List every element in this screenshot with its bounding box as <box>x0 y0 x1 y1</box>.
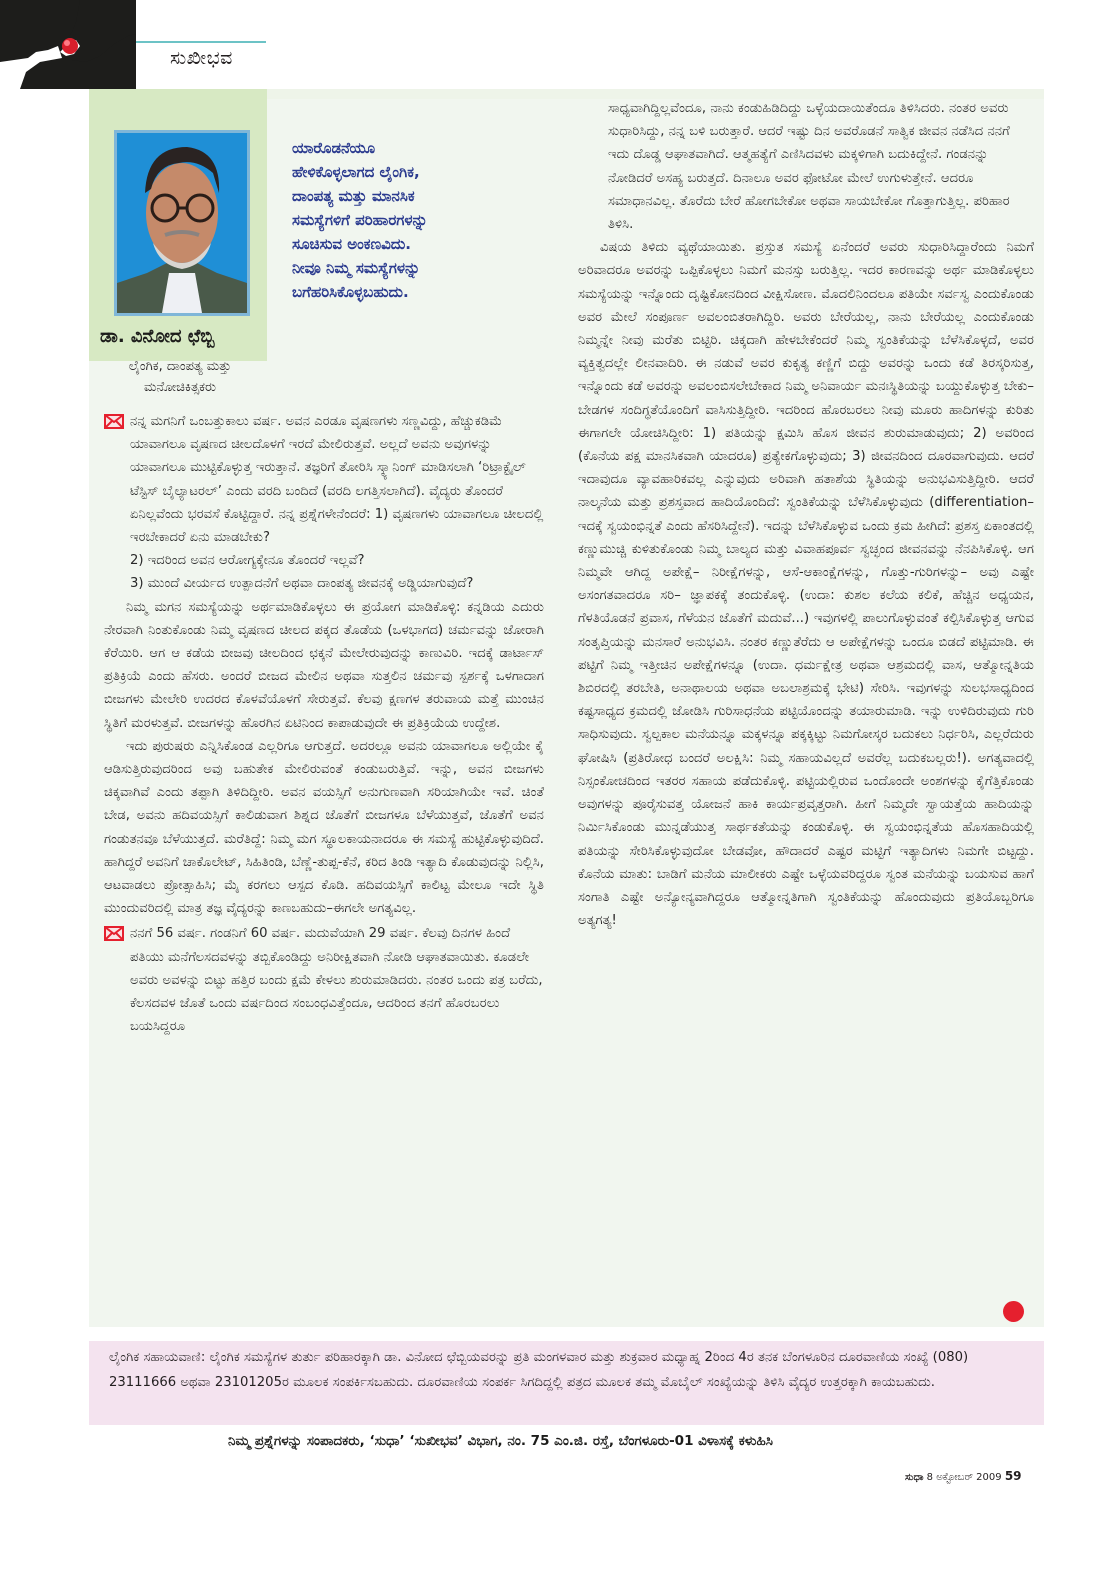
author-photo <box>114 130 250 316</box>
question-2 <box>104 922 544 1038</box>
author-name: ಡಾ. ವಿನೋದ ಛೆಬ್ಬಿ <box>100 326 215 347</box>
right-column <box>578 97 1034 932</box>
end-of-article-dot <box>1003 1301 1024 1322</box>
question-2-continued: ಸಾಧ್ಯವಾಗಿದ್ದಿಲ್ಲವೆಂದೂ, ನಾನು ಕಂಡುಹಿಡಿದಿದ್ದು ಒಳ್ಳೆಯದಾಯಿತೆಂದೂ ತಿಳಿಸಿದರು. ನಂತರ ಅವರು ಸುಧಾರಿಸಿದ್ದು, ನನ್ನ ಬಳಿ ಬರುತ್ತಾರೆ. ಆದರೆ ಇಷ್ಟು ದಿನ ಅವರೊಡನೆ ಸಾತ್ವಿಕ ಜೀವನ ನಡೆಸಿದ ನನಗೆ ಇದು ದೊಡ್ಡ ಆಘಾತವಾಗಿದೆ. ಆತ್ಮಹತ್ಯೆಗೆ ಎಣಿಸಿದವಳು ಮಕ್ಕಳಿಗಾಗಿ ಬದುಕಿದ್ದೇನೆ. ಗಂಡನನ್ನು ನೋಡಿದರೆ ಅಸಹ್ಯ ಬರುತ್ತದೆ. ದಿನಾಲೂ ಅವರ ಫೋಟೋ ಮೇಲೆ ಉಗುಳುತ್ತೇನೆ. ಆದರೂ ಸಮಾಧಾನವಿಲ್ಲ. ತೊರೆದು ಬೇರೆ ಹೋಗಬೇಕೋ ಅಥವಾ ಸಾಯಬೇಕೋ ಗೊತ್ತಾಗುತ್ತಿಲ್ಲ. ಪರಿಹಾರ ತಿಳಿಸಿ. <box>608 101 1010 233</box>
issue-date: 8 ಅಕ್ಟೋಬರ್ 2009 <box>926 1472 1002 1483</box>
kiss-silhouette-rose-icon <box>0 0 136 89</box>
author-role-line: ಲೈಂಗಿಕ, ದಾಂಪತ್ಯ ಮತ್ತು <box>128 359 232 374</box>
intro-line: ನೀವೂ ನಿಮ್ಮ ಸಮಸ್ಯೆಗಳನ್ನು <box>292 259 421 277</box>
header-rule <box>136 41 266 43</box>
intro-line: ಬಗೆಹರಿಸಿಕೊಳ್ಳಬಹುದು. <box>292 283 409 301</box>
answer-1-paragraph: ನಿಮ್ಮ ಮಗನ ಸಮಸ್ಯೆಯನ್ನು ಅರ್ಥಮಾಡಿಕೊಳ್ಳಲು ಈ ಪ್ರಯೋಗ ಮಾಡಿಕೊಳ್ಳಿ: ಕನ್ನಡಿಯ ಎದುರು ನೇರವಾಗಿ ನಿಂತುಕೊಂಡು ನಿಮ್ಮ ವೃಷಣದ ಚೀಲದ ಪಕ್ಕದ ತೊಡೆಯ (ಒಳಭಾಗದ) ಚರ್ಮವನ್ನು ಜೋರಾಗಿ ಕೆರೆಯಿರಿ. ಆಗ ಆ ಕಡೆಯ ಬೀಜವು ಚೀಲದಿಂದ ಛಕ್ಕನೆ ಮೇಲೇರುವುದನ್ನು ಕಾಣುವಿರಿ. ಇದಕ್ಕೆ ಡಾರ್ಟಾಸ್ ಪ್ರತಿಕ್ರಿಯೆ ಎಂದು ಹೆಸರು. ಅಂದರೆ ಬೀಜದ ಮೇಲಿನ ಅಥವಾ ಸುತ್ತಲಿನ ಚರ್ಮವು ಸ್ಪರ್ಶಕ್ಕೆ ಒಳಗಾದಾಗ ಬೀಜಗಳು ಮೇಲೇರಿ ಉದರದ ಕೊಳವೆಯೊಳಗೆ ಸೇರುತ್ತವೆ. ಕೆಲವು ಕ್ಷಣಗಳ ತರುವಾಯ ಮತ್ತೆ ಮುಂಚಿನ ಸ್ಥಿತಿಗೆ ಮರಳುತ್ತವೆ. ಬೀಜಗಳನ್ನು ಹೊರಗಿನ ಏಟಿನಿಂದ ಕಾಪಾಡುವುದೇ ಈ ಪ್ರತಿಕ್ರಿಯೆಯ ಉದ್ದೇಶ. <box>104 599 544 731</box>
question-text: ನನಗೆ 56 ವರ್ಷ. ಗಂಡನಿಗೆ 60 ವರ್ಷ. ಮದುವೆಯಾಗಿ 29 ವರ್ಷ. ಕೆಲವು ದಿನಗಳ ಹಿಂದೆ ಪತಿಯು ಮನೆಗೆಲಸದವಳನ್ನು ತಬ್ಬಿಕೊಂಡಿದ್ದು ಅನಿರೀಕ್ಷಿತವಾಗಿ ನೋಡಿ ಆಘಾತವಾಯಿತು. ಕೂಡಲೇ ಅವರು ಅವಳನ್ನು ಬಿಟ್ಟು ಹತ್ತಿರ ಬಂದು ಕ್ಷಮೆ ಕೇಳಲು ಶುರುಮಾಡಿದರು. ನಂತರ ಒಂದು ಪತ್ರ ಬರೆದು, ಕೆಲಸದವಳ ಜೊತೆ ಒಂದು ವರ್ಷದಿಂದ ಸಂಬಂಧವಿತ್ತೆಂದೂ, ಆದರಿಂದ ತನಗೆ ಹೊರಬರಲು ಬಯಸಿದ್ದರೂ <box>130 926 543 1035</box>
question-1-item-3: 3) ಮುಂದೆ ವೀರ್ಯದ ಉತ್ಪಾದನೆಗೆ ಅಥವಾ ದಾಂಪತ್ಯ ಜೀವನಕ್ಕೆ ಅಡ್ಡಿಯಾಗುವುದೆ? <box>130 576 474 592</box>
answer-2-paragraph: ವಿಷಯ ತಿಳಿದು ವ್ಯಥೆಯಾಯಿತು. ಪ್ರಸ್ತುತ ಸಮಸ್ಯೆ ಏನೆಂದರೆ ಅವರು ಸುಧಾರಿಸಿದ್ದಾರೆಂದು ನಿಮಗೆ ಅರಿವಾದರೂ ಅವರನ್ನು ಒಪ್ಪಿಕೊಳ್ಳಲು ನಿಮಗೆ ಮನಸ್ಸು ಬರುತ್ತಿಲ್ಲ. ಇದರ ಕಾರಣವನ್ನು ಅರ್ಥ ಮಾಡಿಕೊಳ್ಳಲು ಸಮಸ್ಯೆಯನ್ನು ಇನ್ನೊಂದು ದೃಷ್ಟಿಕೋನದಿಂದ ವೀಕ್ಷಿಸೋಣ. ಮೊದಲಿನಿಂದಲೂ ಪತಿಯೇ ಸರ್ವಸ್ವ ಎಂದುಕೊಂಡು ಅವರ ಮೇಲೆ ಸಂಪೂರ್ಣ ಅವಲಂಬಿತರಾಗಿದ್ದಿರಿ. ಅವರು ಬೇರೆಯಲ್ಲ, ನಾನು ಬೇರೆಯಲ್ಲ ಎಂದುಕೊಂಡು ನಿಮ್ಮನ್ನೇ ನೀವು ಮರೆತು ಬಿಟ್ಟಿರಿ. ಚಿಕ್ಕದಾಗಿ ಹೇಳಬೇಕೆಂದರೆ ನಿಮ್ಮ ಸ್ವಂತಿಕೆಯನ್ನು ಬೆಳೆಸಿಕೊಳ್ಳದೆ, ಅವರ ವ್ಯಕ್ತಿತ್ವದಲ್ಲೇ ಲೀನವಾದಿರಿ. ಈ ನಡುವೆ ಅವರ ಕುಕೃತ್ಯ ಕಣ್ಣಿಗೆ ಬಿದ್ದು ಅವರನ್ನು ಒಂದು ಕಡೆ ತಿರಸ್ಕರಿಸುತ್ತ, ಇನ್ನೊಂದು ಕಡೆ ಅವರನ್ನು ಅವಲಂಬಿಸಲೇಬೇಕಾದ ನಿಮ್ಮ ಅನಿವಾರ್ಯ ಮನಃಸ್ಥಿತಿಯನ್ನು ಬಯ್ದುಕೊಳ್ಳುತ್ತ ಬೇಕು– ಬೇಡಗಳ ಸಂದಿಗ್ಧತೆಯೊಂದಿಗೆ ವಾಸಿಸುತ್ತಿದ್ದೀರಿ. ಇದರಿಂದ ಹೊರಬರಲು ನೀವು ಮೂರು ಹಾದಿಗಳನ್ನು ಕುರಿತು ಈಗಾಗಲೇ ಯೋಚಿಸಿದ್ದೀರಿ: 1) ಪತಿಯನ್ನು ಕ್ಷಮಿಸಿ ಹೊಸ ಜೀವನ ಶುರುಮಾಡುವುದು; 2) ಅವರಿಂದ (ಕೊನೆಯ ಪಕ್ಷ ಮಾನಸಿಕವಾಗಿ ಯಾದರೂ) ಪ್ರತ್ಯೇಕಗೊಳ್ಳುವುದು; 3) ಜೀವನದಿಂದ ದೂರವಾಗುವುದು. ಆದರೆ ಇದಾವುದೂ ವ್ಯಾವಹಾರಿಕವಲ್ಲ ಎನ್ನುವುದು ಅರಿವಾಗಿ ಹತಾಶೆಯ ಸ್ಥಿತಿಯನ್ನು ಅನುಭವಿಸುತ್ತಿದ್ದೀರಿ. ಆದರೆ ನಾಲ್ಕನೆಯ ಮತ್ತು ಪ್ರಶಸ್ತವಾದ ಹಾದಿಯೊಂದಿದೆ: ಸ್ವಂತಿಕೆಯನ್ನು ಬೆಳೆಸಿಕೊಳ್ಳುವುದು (differentiation–ಇದಕ್ಕೆ ಸ್ವಯಂಭಿನ್ನತೆ ಎಂದು ಹೆಸರಿಸಿದ್ದೇನೆ). ಇದನ್ನು ಬೆಳೆಸಿಕೊಳ್ಳುವ ಒಂದು ಕ್ರಮ ಹೀಗಿದೆ: ಪ್ರಶಸ್ತ ಏಕಾಂತದಲ್ಲಿ ಕಣ್ಣುಮುಚ್ಚಿ ಕುಳಿತುಕೊಂಡು ನಿಮ್ಮ ಬಾಲ್ಯದ ಮತ್ತು ವಿವಾಹಪೂರ್ವ ಸ್ವಚ್ಛಂದ ಜೀವನವನ್ನು ನೆನಪಿಸಿಕೊಳ್ಳಿ. ಆಗ ನಿಮ್ಮವೇ ಆಗಿದ್ದ ಅಪೇಕ್ಷೆ– ನಿರೀಕ್ಷೆಗಳನ್ನು, ಆಸೆ-ಆಕಾಂಕ್ಷೆಗಳನ್ನು, ಗೊತ್ತು-ಗುರಿಗಳನ್ನು– ಅವು ಎಷ್ಟೇ ಅಸಂಗತವಾದರೂ ಸರಿ– ಜ್ಞಾಪಕಕ್ಕೆ ತಂದುಕೊಳ್ಳಿ. (ಉದಾ: ಕುಶಲ ಕಲೆಯ ಕಲಿಕೆ, ಹೆಚ್ಚಿನ ಅಧ್ಯಯನ, ಗೆಳತಿಯೊಡನೆ ಪ್ರವಾಸ, ಗೆಳೆಯನ ಜೊತೆಗೆ ಮದುವೆ...) ಇವುಗಳಲ್ಲಿ ಪಾಲುಗೊಳ್ಳುವಂತೆ ಕಲ್ಪಿಸಿಕೊಳ್ಳುತ್ತ ಆಗುವ ಸಂತೃಪ್ತಿಯನ್ನು ಮನಸಾರೆ ಅನುಭವಿಸಿ. ನಂತರ ಕಣ್ಣುತೆರೆದು ಆ ಅಪೇಕ್ಷೆಗಳನ್ನು ಒಂದೂ ಬಿಡದೆ ಪಟ್ಟಿಮಾಡಿ. ಈ ಪಟ್ಟಿಗೆ ನಿಮ್ಮ ಇತ್ತೀಚಿನ ಅಪೇಕ್ಷೆಗಳನ್ನೂ (ಉದಾ. ಧರ್ಮಕ್ಷೇತ್ರ ಅಥವಾ ಆಶ್ರಮದಲ್ಲಿ ವಾಸ, ಆತ್ಮೋನ್ನತಿಯ ಶಿಬಿರದಲ್ಲಿ ತರಬೇತಿ, ಅನಾಥಾಲಯ ಅಥವಾ ಅಬಲಾಶ್ರಮಕ್ಕೆ ಭೇಟಿ) ಸೇರಿಸಿ. ಇವುಗಳನ್ನು ಸುಲಭಸಾಧ್ಯದಿಂದ ಕಷ್ಟಸಾಧ್ಯದ ಕ್ರಮದಲ್ಲಿ ಜೋಡಿಸಿ ಗುರಿಸಾಧನೆಯ ಪಟ್ಟಿಯೊಂದನ್ನು ತಯಾರುಮಾಡಿ. ಇನ್ನು ಉಳಿದಿರುವುದು ಗುರಿ ಸಾಧಿಸುವುದು. ಸ್ವಲ್ಪಕಾಲ ಮನೆಯನ್ನೂ ಮಕ್ಕಳನ್ನೂ ಪಕ್ಕಕ್ಕಿಟ್ಟು ನಿಮಗೋಸ್ಕರ ಬದುಕಲು ನಿರ್ಧರಿಸಿ, ಎಲ್ಲರೆದುರು ಘೋಷಿಸಿ (ಪ್ರತಿರೋಧ ಬಂದರೆ ಅಲಕ್ಷಿಸಿ: ನಿಮ್ಮ ಸಹಾಯವಿಲ್ಲದೆ ಅವರೆಲ್ಲ ಬದುಕಬಲ್ಲರು!). ಅಗತ್ಯವಾದಲ್ಲಿ ನಿಸ್ಸಂಕೋಚದಿಂದ ಇತರರ ಸಹಾಯ ಪಡೆದುಕೊಳ್ಳಿ. ಪಟ್ಟಿಯಲ್ಲಿರುವ ಒಂದೊಂದೇ ಅಂಶಗಳನ್ನು ಕೈಗೆತ್ತಿಕೊಂಡು ಅವುಗಳನ್ನು ಪೂರೈಸುವತ್ತ ಯೋಜನೆ ಹಾಕಿ ಕಾರ್ಯಪ್ರವೃತ್ತರಾಗಿ. ಹೀಗೆ ನಿಮ್ಮದೇ ಸ್ವಾಯತ್ತೆಯ ಹಾದಿಯನ್ನು ನಿರ್ಮಿಸಿಕೊಂಡು ಮುನ್ನಡೆಯುತ್ತ ಸಾರ್ಥಕತೆಯನ್ನು ಕಂಡುಕೊಳ್ಳಿ. ಈ ಸ್ವಯಂಭಿನ್ನತೆಯ ಹೊಸಹಾದಿಯಲ್ಲಿ ಪತಿಯನ್ನು ಸೇರಿಸಿಕೊಳ್ಳುವುದೋ ಬೇಡವೋ, ಹೌದಾದರೆ ಎಷ್ಟರ ಮಟ್ಟಿಗೆ ಇತ್ಯಾದಿಗಳು ನಿಮಗೇ ಬಿಟ್ಟದ್ದು. ಕೊನೆಯ ಮಾತು: ಬಾಡಿಗೆ ಮನೆಯ ಮಾಲೀಕರು ಎಷ್ಟೇ ಒಳ್ಳೆಯವರಿದ್ದರೂ ಸ್ವಂತ ಮನೆಯನ್ನು ಬಯಸುವ ಹಾಗೆ ಸಂಗಾತಿ ಎಷ್ಟೇ ಅನ್ಯೋನ್ಯವಾಗಿದ್ದರೂ ಆತ್ಮೋನ್ನತಿಗಾಗಿ ಸ್ವಂತಿಕೆಯನ್ನು ಹೊಂದುವುದು ಪ್ರತಿಯೊಬ್ಬರಿಗೂ ಅತ್ಯಗತ್ಯ! <box>578 240 1034 929</box>
intro-line: ಯಾರೊಡನೆಯೂ <box>292 139 376 157</box>
page-number: 59 <box>1004 1469 1022 1483</box>
answer-1-paragraph: ಇದು ಪುರುಷರು ಎನ್ನಿಸಿಕೊಂಡ ಎಲ್ಲರಿಗೂ ಆಗುತ್ತದೆ. ಅದರಲ್ಲೂ ಅವನು ಯಾವಾಗಲೂ ಅಲ್ಲಿಯೇ ಕೈ ಆಡಿಸುತ್ತಿರುವುದರಿಂದ ಅವು ಬಹುತೇಕ ಮೇಲಿರುವಂತೆ ಕಂಡುಬರುತ್ತಿವೆ. ಇನ್ನು, ಅವನ ಬೀಜಗಳು ಚಿಕ್ಕವಾಗಿವೆ ಎಂದು ತಪ್ಪಾಗಿ ತಿಳಿದಿದ್ದೀರಿ. ಅವನ ವಯಸ್ಸಿಗೆ ಅನುಗುಣವಾಗಿ ಸರಿಯಾಗಿಯೇ ಇವೆ. ಚಿಂತೆ ಬೇಡ, ಅವನು ಹದಿವಯಸ್ಸಿಗೆ ಕಾಲಿಡುವಾಗ ಶಿಶ್ನದ ಜೊತೆಗೆ ಬೀಜಗಳೂ ಬೆಳೆಯುತ್ತವೆ, ಜೊತೆಗೆ ಅವನ ಗಂಡುತನವೂ ಬೆಳೆಯುತ್ತದೆ. ಮರೆತಿದ್ದೆ: ನಿಮ್ಮ ಮಗ ಸ್ಥೂಲಕಾಯನಾದರೂ ಈ ಸಮಸ್ಯೆ ಹುಟ್ಟಿಕೊಳ್ಳುವುದಿದೆ. ಹಾಗಿದ್ದರೆ ಅವನಿಗೆ ಚಾಕೊಲೇಟ್, ಸಿಹಿತಿಂಡಿ, ಬೆಣ್ಣೆ-ತುಪ್ಪ-ಕೆನೆ, ಕರಿದ ತಿಂಡಿ ಇತ್ಯಾದಿ ಕೊಡುವುದನ್ನು ನಿಲ್ಲಿಸಿ, ಆಟವಾಡಲು ಪ್ರೋತ್ಸಾಹಿಸಿ; ಮೈ ಕರಗಲು ಆಸ್ಪದ ಕೊಡಿ. ಹದಿವಯಸ್ಸಿಗೆ ಕಾಲಿಟ್ಟ ಮೇಲೂ ಇದೇ ಸ್ಥಿತಿ ಮುಂದುವರಿದಲ್ಲಿ ಮಾತ್ರ ತಜ್ಞ ವೈದ್ಯರನ್ನು ಕಾಣಬಹುದು–ಈಗಲೇ ಅಗತ್ಯವಿಲ್ಲ. <box>104 738 544 917</box>
mail-icon <box>104 926 124 941</box>
left-column <box>104 410 544 1038</box>
intro-line: ಸಮಸ್ಯೆಗಳಿಗೆ ಪರಿಹಾರಗಳನ್ನು <box>292 211 428 229</box>
intro-line: ಹೇಳಿಕೊಳ್ಳಲಾಗದ ಲೈಂಗಿಕ, <box>292 163 420 181</box>
column-intro <box>292 136 532 304</box>
helpline-text: ಲೈಂಗಿಕ ಸಹಾಯವಾಣಿ: ಲೈಂಗಿಕ ಸಮಸ್ಯೆಗಳ ತುರ್ತು ಪರಿಹಾರಕ್ಕಾಗಿ ಡಾ. ವಿನೋದ ಛೆಬ್ಬಿಯವರನ್ನು ಪ್ರತಿ ಮಂಗಳವಾರ ಮತ್ತು ಶುಕ್ರವಾರ ಮಧ್ಯಾಹ್ನ 2ರಿಂದ 4ರ ತನಕ ಬೆಂಗಳೂರಿನ ದೂರವಾಣಿಯ ಸಂಖ್ಯೆ (080) 23111666 ಅಥವಾ 23101205ರ ಮೂಲಕ ಸಂಪರ್ಕಿಸಬಹುದು. ದೂರವಾಣಿಯ ಸಂಪರ್ಕ ಸಿಗದಿದ್ದಲ್ಲಿ ಪತ್ರದ ಮೂಲಕ ತಮ್ಮ ಮೊಬೈಲ್ ಸಂಖ್ಯೆಯನ್ನು ತಿಳಿಸಿ ವೈದ್ಯರ ಉತ್ತರಕ್ಕಾಗಿ ಕಾಯಬಹುದು. <box>109 1350 969 1390</box>
question-text: ನನ್ನ ಮಗನಿಗೆ ಒಂಬತ್ತುಕಾಲು ವರ್ಷ. ಅವನ ಎರಡೂ ವೃಷಣಗಳು ಸಣ್ಣವಿದ್ದು, ಹೆಚ್ಚುಕಡಿಮೆ ಯಾವಾಗಲೂ ವೃಷಣದ ಚೀಲದೊಳಗೆ ಇರದೆ ಮೇಲಿರುತ್ತವೆ. ಅಲ್ಲದೆ ಅವನು ಅವುಗಳನ್ನು ಯಾವಾಗಲೂ ಮುಟ್ಟಿಕೊಳ್ಳುತ್ತ ಇರುತ್ತಾನೆ. ತಜ್ಞರಿಗೆ ತೋರಿಸಿ ಸ್ಕ್ಯಾನಿಂಗ್ ಮಾಡಿಸಲಾಗಿ ‘ರಿಟ್ರಾಕ್ಟೈಲ್ ಟೆಸ್ಟಿಸ್ ಬೈಲ್ಯಾಟರಲ್’ ಎಂದು ವರದಿ ಬಂದಿದೆ (ವರದಿ ಲಗತ್ತಿಸಲಾಗಿದೆ). ವೈದ್ಯರು ತೊಂದರೆ ಏನಿಲ್ಲವೆಂದು ಭರವಸೆ ಕೊಟ್ಟಿದ್ದಾರೆ. ನನ್ನ ಪ್ರಶ್ನೆಗಳೇನೆಂದರೆ: 1) ವೃಷಣಗಳು ಯಾವಾಗಲೂ ಚೀಲದಲ್ಲಿ ಇರಬೇಕಾದರೆ ಏನು ಮಾಡಬೇಕು? <box>130 414 544 546</box>
submission-address: ನಿಮ್ಮ ಪ್ರಶ್ನೆಗಳನ್ನು ಸಂಪಾದಕರು, ‘ಸುಧಾ’ ‘ಸುಖೀಭವ’ ವಿಭಾಗ, ನಂ. 75 ಎಂ.ಜಿ. ರಸ್ತೆ, ಬೆಂಗಳೂರು-01 ವಿಳಾಸಕ್ಕೆ ಕಳುಹಿಸಿ <box>228 1433 773 1449</box>
helpline-box <box>89 1341 1044 1425</box>
author-role <box>100 356 260 398</box>
section-title: ಸುಖೀಭವ <box>170 47 233 69</box>
section-logo <box>0 0 136 89</box>
portrait-icon <box>117 133 247 313</box>
author-role-line: ಮನೋಚಿಕಿತ್ಸಕರು <box>144 380 216 395</box>
page-folio <box>905 1469 1022 1483</box>
mail-icon <box>104 414 124 429</box>
intro-line: ದಾಂಪತ್ಯ ಮತ್ತು ಮಾನಸಿಕ <box>292 187 415 205</box>
question-1-item-2: 2) ಇದರಿಂದ ಅವನ ಆರೋಗ್ಯಕ್ಕೇನೂ ತೊಂದರೆ ಇಲ್ಲವೆ? <box>130 553 365 569</box>
question-1 <box>104 410 544 549</box>
magazine-name: ಸುಧಾ <box>905 1472 924 1483</box>
intro-line: ಸೂಚಿಸುವ ಅಂಕಣವಿದು. <box>292 235 411 253</box>
